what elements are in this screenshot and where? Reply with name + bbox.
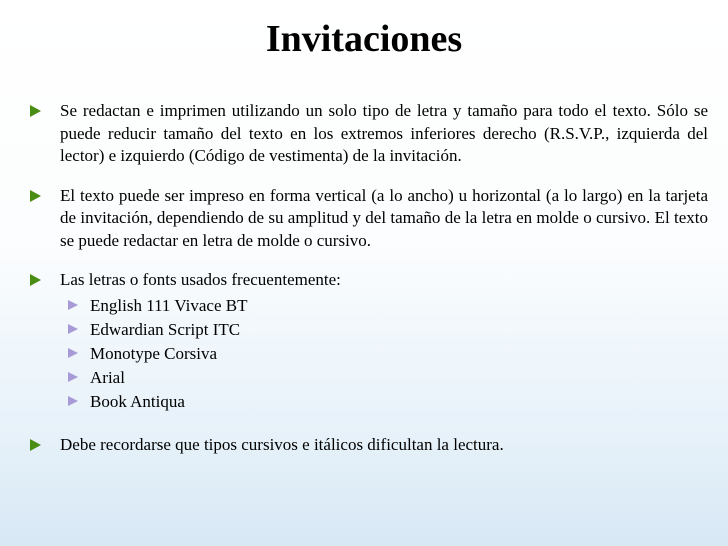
sub-bullet-triangle-icon [68, 348, 78, 358]
sub-bullet-triangle-icon [68, 396, 78, 406]
font-list-item [60, 366, 708, 390]
bullet-triangle-icon [30, 439, 41, 451]
bullet-text: Se redactan e imprimen utilizando un solo tipo de letra y tamaño para todo el texto. Sólo se puede reducir tamaño del texto en los extremos inferiores derecho (R.S.V.P., izquierda del lector) e izquierdo (Código de vestimenta) de la invitación. [60, 101, 708, 165]
font-name: Monotype Corsiva [90, 343, 218, 363]
bullet-item-readability [30, 434, 708, 457]
bullet-list [30, 100, 708, 456]
font-list-item [60, 318, 708, 342]
bullet-triangle-icon [30, 274, 41, 286]
font-name: Edwardian Script ITC [90, 319, 241, 339]
bullet-triangle-icon [30, 190, 41, 202]
font-list-item [60, 294, 708, 318]
font-name: Book Antiqua [90, 391, 185, 411]
font-list-item [60, 342, 708, 366]
bullet-text: Las letras o fonts usados frecuentemente: [60, 270, 341, 289]
bullet-item-typography [30, 100, 708, 168]
bullet-text: Debe recordarse que tipos cursivos e itálicos dificultan la lectura. [60, 434, 504, 454]
bullet-item-fonts [30, 269, 708, 414]
sub-bullet-triangle-icon [68, 300, 78, 310]
sub-bullet-triangle-icon [68, 372, 78, 382]
font-name: English 111 Vivace BT [90, 295, 248, 315]
sub-bullet-triangle-icon [68, 324, 78, 334]
bullet-text: El texto puede ser impreso en forma vertical (a lo ancho) u horizontal (a lo largo) en la tarjeta de invitación, dependiendo de su amplitud y del tamaño de la letra en molde o cursivo. El texto se puede redactar en letra de molde o cursivo. [60, 185, 708, 250]
bullet-triangle-icon [30, 105, 41, 117]
font-sublist [60, 294, 708, 414]
font-list-item [60, 390, 708, 414]
font-name: Arial [90, 367, 125, 387]
bullet-item-orientation [30, 185, 708, 253]
slide-title: Invitaciones [265, 18, 463, 60]
